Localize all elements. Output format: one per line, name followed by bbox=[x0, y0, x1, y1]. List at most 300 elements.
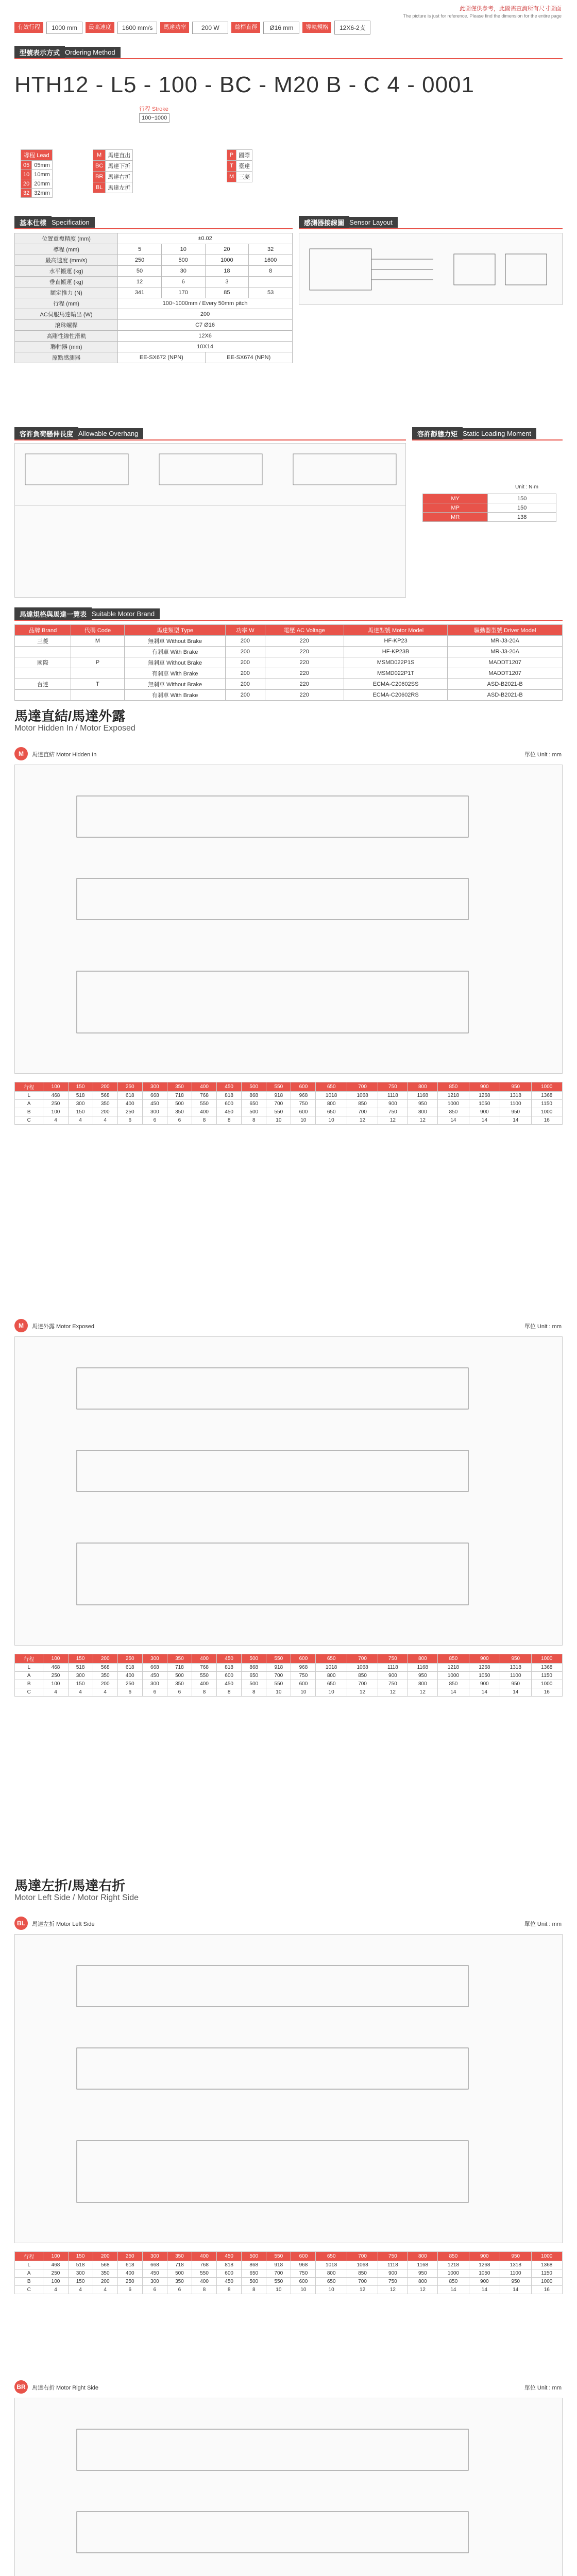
dim-cell: 8 bbox=[217, 1688, 242, 1697]
spec-bar-value: 1600 mm/s bbox=[117, 22, 157, 34]
dim-cell: 618 bbox=[117, 2261, 142, 2269]
dim-cell: 16 bbox=[531, 2286, 563, 2294]
dim-cell: 16 bbox=[531, 1688, 563, 1697]
spec-value: EE-SX674 (NPN) bbox=[205, 352, 292, 363]
dim-cell: 518 bbox=[68, 1092, 93, 1100]
dim-cell: 450 bbox=[142, 2269, 167, 2278]
dim-row bbox=[15, 2286, 563, 2294]
dim-cell: 918 bbox=[266, 1664, 291, 1672]
desc-cell: 138 bbox=[488, 513, 556, 522]
dim-cell: 700 bbox=[266, 2269, 291, 2278]
dim-cell: 600 bbox=[217, 1672, 242, 1680]
dim-cell: L bbox=[15, 2261, 43, 2269]
drawing-unit: 單位 Unit : mm bbox=[524, 1324, 562, 1330]
dim-cell: C bbox=[15, 1116, 43, 1125]
dim-cell: 200 bbox=[93, 1108, 117, 1116]
dim-cell: 700 bbox=[347, 1680, 378, 1688]
spec-value bbox=[249, 277, 293, 287]
dim-cell: 950 bbox=[408, 1672, 438, 1680]
dim-cell: 868 bbox=[242, 1664, 266, 1672]
dim-cell: 350 bbox=[167, 2278, 192, 2286]
dim-cell: 450 bbox=[142, 1672, 167, 1680]
dim-cell: 250 bbox=[117, 1108, 142, 1116]
dim-cell: 1368 bbox=[531, 1092, 563, 1100]
dim-header-cell: 700 bbox=[347, 1654, 378, 1664]
dim-cell: 650 bbox=[316, 1680, 347, 1688]
dim-cell: 818 bbox=[217, 1092, 242, 1100]
brand-row bbox=[15, 657, 563, 668]
dim-cell: 150 bbox=[68, 1108, 93, 1116]
dim-cell: 6 bbox=[142, 1688, 167, 1697]
dim-cell: 4 bbox=[93, 1688, 117, 1697]
spec-value: 3 bbox=[205, 277, 249, 287]
dim-header-cell: 500 bbox=[242, 1082, 266, 1092]
dim-cell: 8 bbox=[242, 1116, 266, 1125]
dim-cell: 8 bbox=[217, 1116, 242, 1125]
dim-cell: 14 bbox=[438, 1116, 469, 1125]
dim-cell: 950 bbox=[408, 1100, 438, 1108]
dim-header-cell: 650 bbox=[316, 1082, 347, 1092]
dim-cell: 4 bbox=[68, 1116, 93, 1125]
brand-cell: P bbox=[71, 657, 125, 668]
dim-cell: 768 bbox=[192, 1092, 217, 1100]
spec-value: 1600 bbox=[249, 255, 293, 266]
section2-title: 馬達左折/馬達右折 bbox=[14, 1878, 126, 1893]
dim-cell: 8 bbox=[192, 2286, 217, 2294]
spec-value: 32 bbox=[249, 244, 293, 255]
dim-header-cell: 850 bbox=[438, 1654, 469, 1664]
dim-cell: 1000 bbox=[531, 2278, 563, 2286]
dim-header-cell: 950 bbox=[500, 1654, 531, 1664]
dim-cell: 968 bbox=[291, 2261, 316, 2269]
dim-header-cell: 500 bbox=[242, 2252, 266, 2261]
dim-header-cell: 100 bbox=[43, 2252, 68, 2261]
dim-cell: 800 bbox=[316, 1672, 347, 1680]
spec-value: 100~1000mm / Every 50mm pitch bbox=[118, 298, 293, 309]
brand-cell bbox=[15, 690, 71, 701]
dim-row bbox=[15, 2278, 563, 2286]
dim-cell: 200 bbox=[93, 1680, 117, 1688]
drawing-outline bbox=[77, 878, 468, 920]
spec-value: 12 bbox=[118, 277, 162, 287]
dim-cell: 718 bbox=[167, 1092, 192, 1100]
spec-row bbox=[15, 255, 293, 266]
dim-header-cell: 200 bbox=[93, 1082, 117, 1092]
brand-row bbox=[15, 647, 563, 657]
dim-cell: 950 bbox=[500, 2278, 531, 2286]
dim-header-cell: 900 bbox=[469, 1654, 500, 1664]
dim-cell: 400 bbox=[117, 1100, 142, 1108]
table-row bbox=[227, 172, 252, 182]
drawing-outline bbox=[77, 2429, 468, 2470]
brand-cell: MSMD022P1S bbox=[344, 657, 448, 668]
table-row bbox=[227, 150, 252, 161]
dim-cell: 450 bbox=[217, 2278, 242, 2286]
dim-header-cell: 900 bbox=[469, 1082, 500, 1092]
desc-cell: 國際 bbox=[236, 150, 252, 161]
desc-cell: 05mm bbox=[32, 161, 53, 170]
dim-cell: A bbox=[15, 1100, 43, 1108]
spec-row bbox=[15, 233, 293, 244]
dim-header-cell: 950 bbox=[500, 1082, 531, 1092]
brand-cell: 220 bbox=[265, 636, 344, 647]
drawing-unit: 單位 Unit : mm bbox=[524, 1921, 562, 1927]
spec-label: 垂直搬運 (kg) bbox=[15, 277, 118, 287]
dim-cell: 1318 bbox=[500, 1664, 531, 1672]
brand-cell: 有剎車 With Brake bbox=[124, 690, 225, 701]
dim-cell: 650 bbox=[242, 2269, 266, 2278]
dim-cell: 400 bbox=[192, 1108, 217, 1116]
dim-row bbox=[15, 2261, 563, 2269]
dim-cell: 8 bbox=[217, 2286, 242, 2294]
brand-header-cell: 功率 W bbox=[226, 625, 265, 636]
drawing-svg bbox=[15, 765, 562, 1073]
dim-cell: 100 bbox=[43, 1108, 68, 1116]
brand-row bbox=[15, 679, 563, 690]
spec-value: 10X14 bbox=[118, 342, 293, 352]
dim-cell: 800 bbox=[316, 2269, 347, 2278]
spec-label: 聯軸器 (mm) bbox=[15, 342, 118, 352]
dim-cell: 900 bbox=[469, 2278, 500, 2286]
dim-cell: 500 bbox=[242, 1108, 266, 1116]
dim-header-cell: 300 bbox=[142, 1082, 167, 1092]
spec-row bbox=[15, 266, 293, 277]
dim-cell: 450 bbox=[142, 1100, 167, 1108]
dim-cell: 500 bbox=[242, 1680, 266, 1688]
dim-header-cell: 250 bbox=[117, 2252, 142, 2261]
dim-header-cell: 350 bbox=[167, 2252, 192, 2261]
dimension-table bbox=[14, 2251, 563, 2294]
dim-cell: 800 bbox=[316, 1100, 347, 1108]
dim-header-cell: 700 bbox=[347, 1082, 378, 1092]
dim-cell: 6 bbox=[167, 1688, 192, 1697]
dim-cell: 918 bbox=[266, 2261, 291, 2269]
dim-header-cell: 800 bbox=[408, 1654, 438, 1664]
table-row bbox=[93, 161, 133, 172]
brand-header-row bbox=[15, 625, 563, 636]
dimension-table bbox=[14, 1082, 563, 1125]
dim-header-cell: 500 bbox=[242, 1654, 266, 1664]
dim-cell: 1018 bbox=[316, 2261, 347, 2269]
dim-cell: 518 bbox=[68, 1664, 93, 1672]
dim-cell: 1150 bbox=[531, 1100, 563, 1108]
dim-header-cell: 450 bbox=[217, 1654, 242, 1664]
brand-cell: ASD-B2021-B bbox=[448, 679, 563, 690]
dim-cell: 550 bbox=[192, 2269, 217, 2278]
brand-header-cell: 電壓 AC Voltage bbox=[265, 625, 344, 636]
spec-row bbox=[15, 287, 293, 298]
dim-cell: 818 bbox=[217, 2261, 242, 2269]
dim-header-cell: 250 bbox=[117, 1082, 142, 1092]
spec-value: 50 bbox=[118, 266, 162, 277]
drawing-badge: M bbox=[14, 1319, 28, 1332]
dim-header-row bbox=[15, 2252, 563, 2261]
brand-cell: HF-KP23B bbox=[344, 647, 448, 657]
code-cell: M bbox=[227, 172, 236, 182]
dim-cell: 750 bbox=[378, 1680, 408, 1688]
dim-row bbox=[15, 2269, 563, 2278]
dim-cell: 14 bbox=[469, 1116, 500, 1125]
dim-header-cell: 600 bbox=[291, 2252, 316, 2261]
table-row bbox=[21, 170, 53, 179]
dim-cell: 12 bbox=[378, 2286, 408, 2294]
drawing-area bbox=[14, 2398, 563, 2576]
dim-header-cell: 400 bbox=[192, 1082, 217, 1092]
dim-cell: 768 bbox=[192, 1664, 217, 1672]
dim-cell: 1150 bbox=[531, 2269, 563, 2278]
desc-cell: 馬達下折 bbox=[106, 161, 133, 172]
spec-bar-label: 導軌規格 bbox=[302, 22, 331, 33]
sensor-title-en: Sensor Layout bbox=[349, 217, 398, 228]
dim-header-cell: 1000 bbox=[531, 1654, 563, 1664]
dim-cell: 14 bbox=[438, 1688, 469, 1697]
dim-cell: 400 bbox=[117, 2269, 142, 2278]
ordering-title-cn: 型號表示方式 bbox=[14, 46, 65, 59]
brand-cell: HF-KP23 bbox=[344, 636, 448, 647]
dim-header-cell: 800 bbox=[408, 1082, 438, 1092]
spec-value: 341 bbox=[118, 287, 162, 298]
desc-cell: 馬達左折 bbox=[106, 182, 133, 193]
drawing-outline bbox=[77, 971, 468, 1033]
dim-cell: 4 bbox=[43, 1688, 68, 1697]
brand-cell: 220 bbox=[265, 668, 344, 679]
dim-header-row bbox=[15, 1082, 563, 1092]
dim-cell: 10 bbox=[316, 2286, 347, 2294]
dim-cell: 700 bbox=[266, 1672, 291, 1680]
table-row bbox=[21, 161, 53, 170]
sensor-diagram bbox=[299, 233, 563, 305]
dim-cell: 1068 bbox=[347, 2261, 378, 2269]
dim-cell: 6 bbox=[142, 2286, 167, 2294]
dim-cell: 650 bbox=[316, 1108, 347, 1116]
dim-cell: 250 bbox=[43, 2269, 68, 2278]
dim-cell: 850 bbox=[347, 2269, 378, 2278]
dim-cell: 1050 bbox=[469, 2269, 500, 2278]
dim-cell: 12 bbox=[347, 1116, 378, 1125]
desc-cell: 20mm bbox=[32, 179, 53, 189]
dim-cell: 550 bbox=[266, 1108, 291, 1116]
spec-bar-label: 馬達功率 bbox=[160, 22, 189, 33]
dim-header-cell: 150 bbox=[68, 1654, 93, 1664]
dim-cell: 400 bbox=[117, 1672, 142, 1680]
dim-cell: 1318 bbox=[500, 1092, 531, 1100]
dim-cell: 1268 bbox=[469, 1664, 500, 1672]
dim-header-cell: 150 bbox=[68, 2252, 93, 2261]
spec-value: ±0.02 bbox=[118, 233, 293, 244]
brand-cell bbox=[15, 647, 71, 657]
spec-value: 5 bbox=[118, 244, 162, 255]
dim-cell: 468 bbox=[43, 2261, 68, 2269]
spec-value: 1000 bbox=[205, 255, 249, 266]
code-cell: MR bbox=[423, 513, 488, 522]
brand-cell bbox=[15, 668, 71, 679]
dim-cell: 600 bbox=[291, 1108, 316, 1116]
drawing-outline bbox=[77, 1450, 468, 1492]
dim-cell: 12 bbox=[378, 1688, 408, 1697]
dim-cell: 500 bbox=[167, 1672, 192, 1680]
drawing-svg bbox=[15, 2398, 562, 2576]
dim-cell: 700 bbox=[266, 1100, 291, 1108]
dim-row bbox=[15, 1108, 563, 1116]
dim-cell: 100 bbox=[43, 1680, 68, 1688]
spec-label: 行程 (mm) bbox=[15, 298, 118, 309]
dim-header-cell: 100 bbox=[43, 1654, 68, 1664]
desc-cell: 馬達直出 bbox=[106, 150, 133, 161]
spec-value: 85 bbox=[205, 287, 249, 298]
drawing-title: 馬達右折 Motor Right Side bbox=[32, 2385, 98, 2391]
code-cell: BL bbox=[93, 182, 106, 193]
spec-value: 200 bbox=[118, 309, 293, 320]
dim-cell: 650 bbox=[316, 2278, 347, 2286]
dim-cell: 900 bbox=[469, 1680, 500, 1688]
dim-cell: L bbox=[15, 1664, 43, 1672]
drawing-unit: 單位 Unit : mm bbox=[524, 2385, 562, 2391]
dim-cell: 300 bbox=[142, 2278, 167, 2286]
table-row bbox=[93, 150, 133, 161]
spec-bar-value: 12X6-2支 bbox=[334, 21, 370, 35]
code-cell: MY bbox=[423, 494, 488, 503]
dim-header-cell: 600 bbox=[291, 1654, 316, 1664]
dim-cell: 300 bbox=[68, 1672, 93, 1680]
dim-header-cell: 550 bbox=[266, 2252, 291, 2261]
dim-cell: 1050 bbox=[469, 1672, 500, 1680]
desc-cell: 臺達 bbox=[236, 161, 252, 172]
dim-cell: 950 bbox=[500, 1108, 531, 1116]
spec-label: 最高速度 (mm/s) bbox=[15, 255, 118, 266]
brand-cell: M bbox=[71, 636, 125, 647]
dim-cell: 800 bbox=[408, 1108, 438, 1116]
spec-label: 高剛性線性滑軌 bbox=[15, 331, 118, 342]
dim-cell: 450 bbox=[217, 1680, 242, 1688]
spec-bar-label: 最高速度 bbox=[86, 22, 114, 33]
dim-header-cell: 400 bbox=[192, 1654, 217, 1664]
dim-header-cell: 850 bbox=[438, 1082, 469, 1092]
table-header-row bbox=[21, 150, 53, 161]
spec-value: C7 Ø16 bbox=[118, 320, 293, 331]
static-table bbox=[422, 494, 556, 522]
dim-cell: 1268 bbox=[469, 1092, 500, 1100]
brand-table bbox=[227, 149, 252, 182]
dim-header-cell: 650 bbox=[316, 1654, 347, 1664]
spec-value: 10 bbox=[161, 244, 205, 255]
dim-cell: 1068 bbox=[347, 1092, 378, 1100]
dim-cell: C bbox=[15, 1688, 43, 1697]
dim-cell: 850 bbox=[438, 2278, 469, 2286]
dim-header-cell: 650 bbox=[316, 2252, 347, 2261]
dim-cell: 4 bbox=[43, 1116, 68, 1125]
brand-cell: ECMA-C20602SS bbox=[344, 679, 448, 690]
dim-cell: 900 bbox=[378, 2269, 408, 2278]
brand-title-cn: 馬達規格與馬達一覽表 bbox=[14, 607, 92, 620]
dim-cell: 14 bbox=[500, 1688, 531, 1697]
dim-cell: 1118 bbox=[378, 1092, 408, 1100]
dim-header-cell: 200 bbox=[93, 1654, 117, 1664]
desc-cell: 10mm bbox=[32, 170, 53, 179]
spec-row bbox=[15, 352, 293, 363]
brand-header-cell: 馬達類型 Type bbox=[124, 625, 225, 636]
code-cell: M bbox=[93, 150, 106, 161]
brand-header-cell: 品牌 Brand bbox=[15, 625, 71, 636]
static-title-cn: 容許靜態力矩 bbox=[412, 427, 463, 440]
dim-cell: 900 bbox=[469, 1108, 500, 1116]
dim-cell: 300 bbox=[142, 1108, 167, 1116]
dim-cell: 1318 bbox=[500, 2261, 531, 2269]
dim-header-cell: 750 bbox=[378, 2252, 408, 2261]
dim-header-cell: 350 bbox=[167, 1654, 192, 1664]
spec-row bbox=[15, 298, 293, 309]
spec-title-cn: 基本仕樣 bbox=[14, 216, 52, 229]
sensor-wiring-svg bbox=[299, 233, 562, 304]
spec-value: EE-SX672 (NPN) bbox=[118, 352, 205, 363]
dim-header-cell: 行程 bbox=[15, 1654, 43, 1664]
dim-cell: 14 bbox=[438, 2286, 469, 2294]
dim-cell: 10 bbox=[291, 1688, 316, 1697]
dim-cell: 200 bbox=[93, 2278, 117, 2286]
dim-cell: 618 bbox=[117, 1664, 142, 1672]
brand-cell: 台達 bbox=[15, 679, 71, 690]
dim-cell: 718 bbox=[167, 1664, 192, 1672]
brand-header bbox=[14, 608, 563, 619]
dim-row bbox=[15, 1116, 563, 1125]
brand-cell: 200 bbox=[226, 657, 265, 668]
motor-brand-table bbox=[14, 624, 563, 701]
dim-cell: 6 bbox=[117, 1688, 142, 1697]
ordering-header bbox=[14, 46, 563, 58]
dim-header-cell: 450 bbox=[217, 1082, 242, 1092]
dim-cell: 650 bbox=[242, 1672, 266, 1680]
dim-row bbox=[15, 1100, 563, 1108]
dim-cell: 8 bbox=[192, 1116, 217, 1125]
spec-row bbox=[15, 331, 293, 342]
model-code: HTH12 - L5 - 100 - BC - M20 B - C 4 - 0001 bbox=[14, 72, 474, 97]
spec-row bbox=[15, 342, 293, 352]
table-row bbox=[227, 161, 252, 172]
dim-cell: 700 bbox=[347, 1108, 378, 1116]
dim-cell: 868 bbox=[242, 1092, 266, 1100]
dim-cell: 300 bbox=[142, 1680, 167, 1688]
drawing-area bbox=[14, 1336, 563, 1646]
dim-cell: 4 bbox=[93, 2286, 117, 2294]
code-cell: T bbox=[227, 161, 236, 172]
drawing-outline bbox=[77, 2048, 468, 2089]
drawing-outline bbox=[77, 1965, 468, 2007]
table-row bbox=[423, 513, 556, 522]
dim-cell: 1368 bbox=[531, 1664, 563, 1672]
spec-bar-value: Ø16 mm bbox=[263, 22, 299, 34]
dim-cell: 6 bbox=[117, 2286, 142, 2294]
brand-cell: 220 bbox=[265, 690, 344, 701]
dim-cell: 500 bbox=[167, 2269, 192, 2278]
dim-cell: 14 bbox=[469, 2286, 500, 2294]
dim-cell: 750 bbox=[291, 2269, 316, 2278]
dim-cell: 1100 bbox=[500, 2269, 531, 2278]
dim-cell: A bbox=[15, 1672, 43, 1680]
dim-cell: 800 bbox=[408, 2278, 438, 2286]
dim-cell: 718 bbox=[167, 2261, 192, 2269]
dim-cell: 968 bbox=[291, 1664, 316, 1672]
brand-cell: 200 bbox=[226, 668, 265, 679]
dim-cell: 1000 bbox=[531, 1680, 563, 1688]
drawing-area bbox=[14, 1934, 563, 2243]
dim-header-cell: 700 bbox=[347, 2252, 378, 2261]
dim-cell: 350 bbox=[167, 1108, 192, 1116]
dim-cell: 818 bbox=[217, 1664, 242, 1672]
brand-cell: MSMD022P1T bbox=[344, 668, 448, 679]
dim-cell: 10 bbox=[291, 2286, 316, 2294]
static-unit: Unit : N·m bbox=[515, 484, 538, 490]
dim-cell: 850 bbox=[347, 1100, 378, 1108]
dim-header-cell: 250 bbox=[117, 1654, 142, 1664]
